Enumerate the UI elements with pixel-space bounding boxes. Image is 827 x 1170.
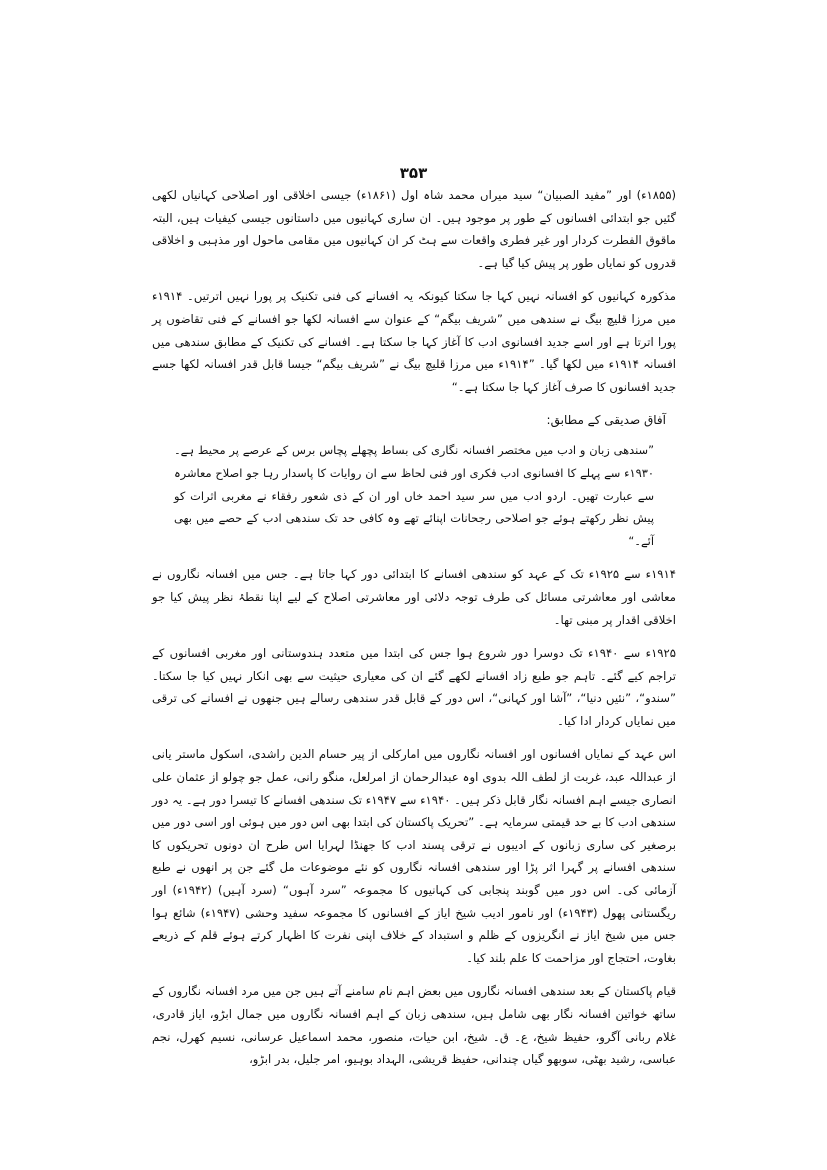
paragraph-5: اس عہد کے نمایاں افسانوں اور افسانہ نگاروں میں امارکلی از پیر حسام الدین راشدی، اسکول ماستر یانی از عبداللہ عبد، غربت از لطف اللہ بدوی اوہ عبدالرحمان از امرلعل، منگو رانی، عمل جو چولو از عثمان علی انصاری جیسے اہم افسانہ نگار قابل ذکر ہیں۔ ۱۹۴۰ء سے ۱۹۴۷ء تک سندھی افسانے کا تیسرا دور ہے۔ یہ دور سندھی ادب کا بے حد قیمتی سرمایہ ہے۔ ”تحریک پاکستان کی ابتدا بھی اس دور میں ہوئی اور اسی دور میں برصغیر کی ساری زبانوں کے ادیبوں نے ترقی پسند ادب کا جھنڈا لہرایا اس طرح ان دونوں تحریکوں کا سندھی افسانے پر گہرا اثر پڑا اور سندھی افسانہ نگاروں کو نئے موضوعات مل گئے جن پر انھوں نے طبع آزمائی کی۔ اس دور میں گوبند پنجابی کی کہانیوں کا مجموعہ ”سرد آہوں“ (سرد آہیں) (۱۹۴۲ء) اور ریگستانی پھول (۱۹۴۳ء) اور نامور ادیب شیخ ایاز کے افسانوں کا مجموعہ سفید وحشی (۱۹۴۷ء) شائع ہوا جس میں شیخ ایاز نے انگریزوں کے ظلم و استبداد کے خلاف اپنی نفرت کا اظہار کرتے ہوئے قلم کے ذریعے بغاوت، احتجاج اور مزاحمت کا علم بلند کیا۔ <box>152 747 677 965</box>
paragraph-4: ۱۹۲۵ء سے ۱۹۴۰ء تک دوسرا دور شروع ہوا جس کی ابتدا میں متعدد ہندوستانی اور مغربی افسانوں کے تراجم کیے گئے۔ تاہم جو طبع زاد افسانے لکھے گئے ان کی معیاری حیثیت سے بھی انکار نہیں کیا جا سکتا۔ ”سندو“، ”نئیں دنیا“، ”آشا اور کہانی“، اس دور کے قابل قدر سندھی رسالے ہیں جنھوں نے افسانے کی ترقی میں نمایاں کردار ادا کیا۔ <box>152 646 676 728</box>
body-text <box>152 184 676 1082</box>
paragraph-2: مذکورہ کہانیوں کو افسانہ نہیں کہا جا سکتا کیونکہ یہ افسانے کی فنی تکنیک پر پورا نہیں اترتیں۔ ۱۹۱۴ء میں مرزا قلیچ بیگ نے سندھی میں ”شریف بیگم“ کے عنوان سے افسانہ لکھا جو افسانے کے فنی تقاضوں پر پورا اترتا ہے اور اسے جدید افسانوی ادب کا آغاز کہا جا سکتا ہے۔ افسانے کی تکنیک کے مطابق سندھی میں افسانہ ۱۹۱۴ء میں لکھا گیا۔ ”۱۹۱۴ء میں مرزا قلیچ بیگ نے ”شریف بیگم“ جیسا قابل قدر افسانہ لکھا جسے جدید افسانوں کا صرف آغاز کہا جا سکتا ہے۔“ <box>152 289 677 394</box>
block-quote: ”سندھی زبان و ادب میں مختصر افسانہ نگاری کی بساط پچھلے پچاس برس کے عرصے پر محیط ہے۔ ۱۹۳۰ء سے پہلے کا افسانوی ادب فکری اور فنی لحاظ سے ان روایات کا پاسدار رہا جو اصلاح معاشرہ سے عبارت تھیں۔ اردو ادب میں سر سید احمد خاں اور ان کے ذی شعور رفقاء نے مغربی اثرات کو پیش نظر رکھتے ہوئے جو اصلاحی رجحانات اپنائے تھے وہ کافی حد تک سندھی ادب کے حصے میں بھی آئے۔“ <box>174 443 654 548</box>
paragraph-3: ۱۹۱۴ء سے ۱۹۲۵ء تک کے عہد کو سندھی افسانے کا ابتدائی دور کہا جاتا ہے۔ جس میں افسانہ نگاروں نے معاشی اور معاشرتی مسائل کی طرف توجہ دلائی اور معاشرتی اصلاح کے لیے اپنا نقطۂ نظر پیش کیا جو اخلاقی اقدار پر مبنی تھا۔ <box>152 567 676 627</box>
quote-intro: آفاق صدیقی کے مطابق: <box>546 413 666 428</box>
page-number: ۳۵۳ <box>399 164 428 182</box>
paragraph-1: (۱۸۵۵ء) اور ”مفید الصبیان“ سید میراں محمد شاہ اول (۱۸۶۱ء) جیسی اخلاقی اور اصلاحی کہانیاں لکھی گئیں جو ابتدائی افسانوں کے طور پر موجود ہیں۔ ان ساری کہانیوں میں داستانوں جیسی کیفیات ہیں، البتہ ماقوق الفطرت کردار اور غیر فطری واقعات سے ہٹ کر ان کہانیوں میں مقامی ماحول اور مذہبی و اخلاقی قدروں کو نمایاں طور پر پیش کیا گیا ہے۔ <box>152 188 676 270</box>
paragraph-6: قیام پاکستان کے بعد سندھی افسانہ نگاروں میں بعض اہم نام سامنے آتے ہیں جن میں مرد افسانہ نگاروں کے ساتھ خواتین افسانہ نگار بھی شامل ہیں، سندھی زبان کے اہم افسانہ نگاروں میں جمال ابڑو، ایاز قادری، غلام ربانی آگرو، حفیظ شیخ، ع۔ ق۔ شیخ، ابن حیات، منصور، محمد اسماعیل عرسانی، نسیم کھرل، نجم عباسی، رشید بھٹی، سوبھو گیاں چندانی، حفیظ قریشی، الہداد بوہیو، امر جلیل، بدر ابڑو، <box>152 984 676 1067</box>
